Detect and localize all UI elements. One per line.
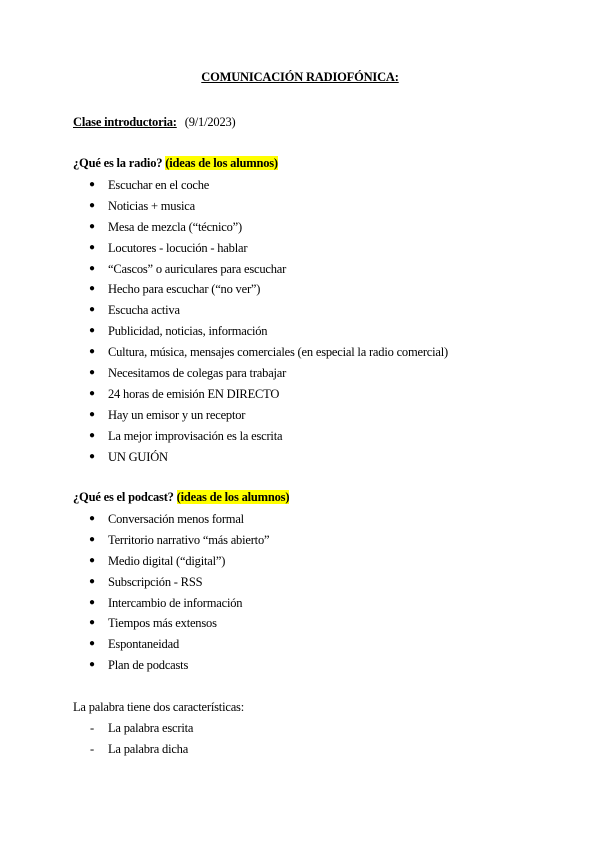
bullet-icon: ● bbox=[89, 617, 95, 629]
radio-heading-highlight: (ideas de los alumnos) bbox=[165, 156, 278, 170]
radio-heading-text: ¿Qué es la radio? bbox=[73, 156, 163, 170]
bullet-icon: ● bbox=[89, 533, 95, 545]
bullet-icon: ● bbox=[89, 596, 95, 608]
podcast-list-item-text: Subscripción - RSS bbox=[108, 574, 203, 589]
bullet-icon: ● bbox=[89, 429, 95, 441]
radio-list-item-text: 24 horas de emisión EN DIRECTO bbox=[108, 386, 280, 401]
podcast-list-item-text: Intercambio de información bbox=[108, 595, 243, 610]
palabra-list-item-text: La palabra dicha bbox=[108, 741, 189, 756]
bullet-icon: ● bbox=[89, 241, 95, 253]
bullet-icon: ● bbox=[89, 262, 95, 274]
bullet-icon: ● bbox=[89, 659, 95, 671]
bullet-icon: ● bbox=[89, 387, 95, 399]
intro-label: Clase introductoria: bbox=[73, 115, 177, 129]
podcast-list-item-text: Tiempos más extensos bbox=[108, 616, 217, 631]
podcast-list-item-text: Espontaneidad bbox=[108, 637, 179, 652]
radio-list-item-text: Hecho para escuchar (“no ver”) bbox=[108, 282, 261, 297]
radio-list-item-text: Noticias + musica bbox=[108, 198, 195, 213]
bullet-icon: ● bbox=[89, 554, 95, 566]
dash-icon: - bbox=[90, 741, 94, 756]
radio-list-item-text: “Cascos” o auriculares para escuchar bbox=[108, 261, 287, 276]
intro-line bbox=[73, 115, 236, 130]
radio-list-item-text: Locutores - locución - hablar bbox=[108, 240, 248, 255]
radio-list-item-text: UN GUIÓN bbox=[108, 449, 168, 464]
bullet-icon: ● bbox=[89, 220, 95, 232]
radio-list-item-text: Hay un emisor y un receptor bbox=[108, 407, 246, 422]
bullet-icon: ● bbox=[89, 450, 95, 462]
radio-heading bbox=[73, 156, 278, 171]
podcast-heading bbox=[73, 490, 289, 505]
bullet-icon: ● bbox=[89, 346, 95, 358]
radio-list-item-text: La mejor improvisación es la escrita bbox=[108, 428, 283, 443]
palabra-list-item-text: La palabra escrita bbox=[108, 721, 194, 735]
bullet-icon: ● bbox=[89, 513, 95, 524]
radio-list-item-text: Escuchar en el coche bbox=[108, 178, 210, 192]
podcast-list-item-text: Plan de podcasts bbox=[108, 658, 189, 673]
radio-list-item-text: Mesa de mezcla (“técnico”) bbox=[108, 219, 242, 234]
podcast-list-item-text: Medio digital (“digital”) bbox=[108, 553, 226, 568]
bullet-icon: ● bbox=[89, 638, 95, 650]
bullet-icon: ● bbox=[89, 179, 95, 190]
bullet-icon: ● bbox=[89, 199, 95, 211]
dash-icon: - bbox=[90, 721, 94, 735]
podcast-heading-text: ¿Qué es el podcast? bbox=[73, 490, 174, 504]
radio-list-item-text: Necesitamos de colegas para trabajar bbox=[108, 366, 287, 381]
bullet-icon: ● bbox=[89, 367, 95, 379]
bullet-icon: ● bbox=[89, 304, 95, 316]
bullet-icon: ● bbox=[89, 408, 95, 420]
radio-list-item-text: Publicidad, noticias, información bbox=[108, 324, 268, 339]
bullet-icon: ● bbox=[89, 575, 95, 587]
radio-list-item-text: Cultura, música, mensajes comerciales (en especial la radio comercial) bbox=[108, 345, 449, 360]
bullet-icon: ● bbox=[89, 325, 95, 337]
document-title: COMUNICACIÓN RADIOFÓNICA: bbox=[201, 70, 399, 84]
podcast-heading-highlight: (ideas de los alumnos) bbox=[176, 490, 290, 504]
radio-list-item-text: Escucha activa bbox=[108, 303, 180, 318]
intro-date: (9/1/2023) bbox=[184, 115, 236, 129]
podcast-list-item-text: Conversación menos formal bbox=[108, 512, 244, 526]
podcast-list-item-text: Territorio narrativo “más abierto” bbox=[108, 532, 270, 547]
palabra-paragraph: La palabra tiene dos características: bbox=[73, 700, 244, 714]
bullet-icon: ● bbox=[89, 283, 95, 295]
